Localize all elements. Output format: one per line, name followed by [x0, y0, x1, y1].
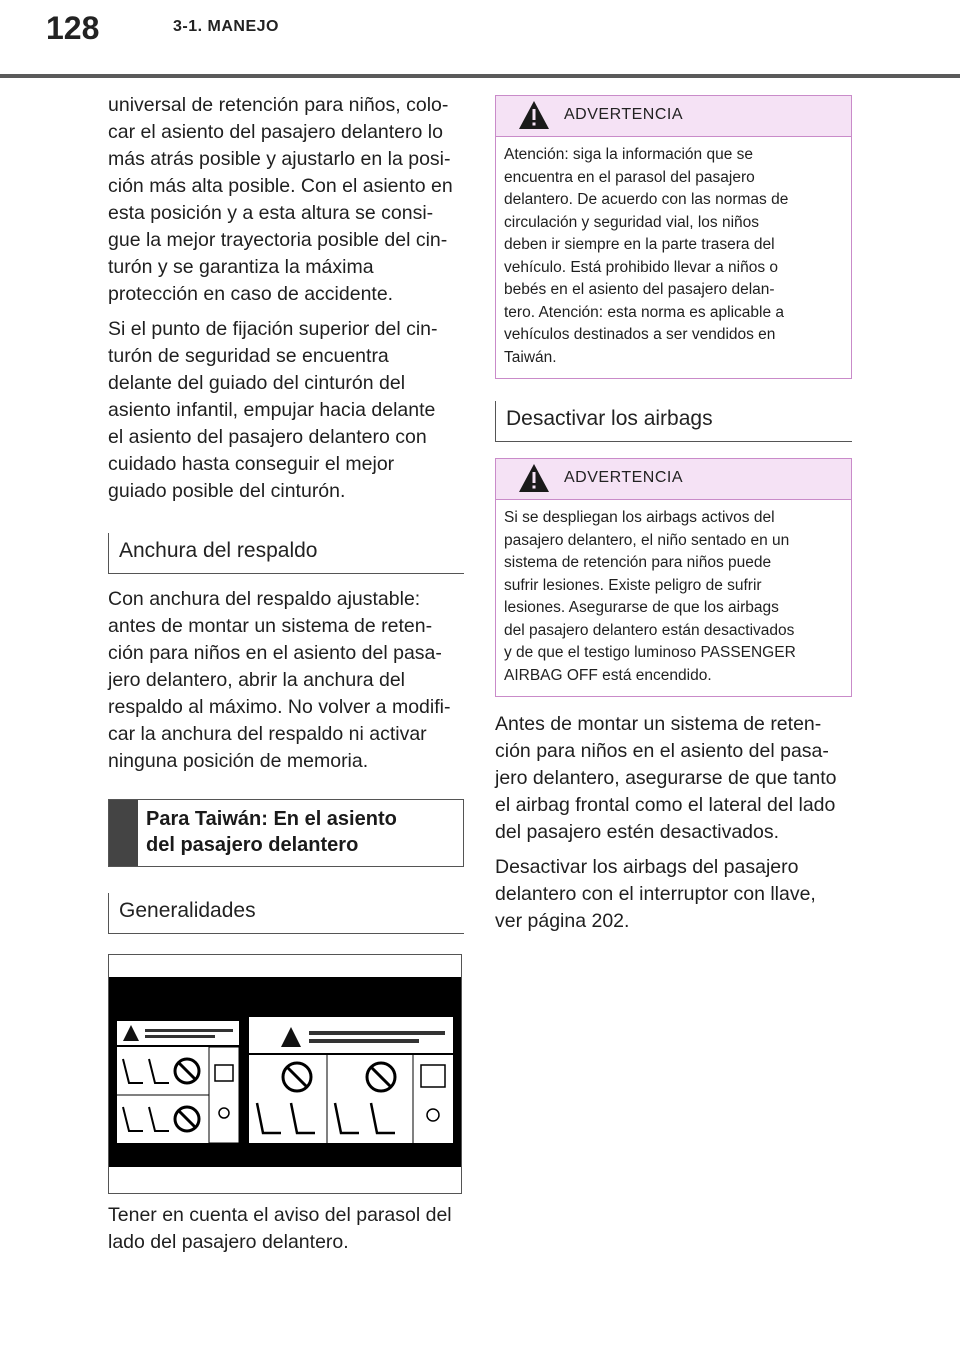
warning-title: ADVERTENCIA: [564, 106, 684, 123]
subheading-deactivate-airbags: Desactivar los airbags: [495, 401, 852, 442]
warning-triangle-icon: [518, 463, 550, 493]
warning-header: [496, 96, 851, 137]
backrest-paragraph: Con anchura del respaldo ajustable: antes de montar un sistema de reten- ción para niños en el asiento del pasa- jero delantero, abrir la anchura del respaldo al máximo. No volver a modifi- car la anchura del respaldo ni activar ninguna posición de memoria.: [108, 588, 451, 772]
subheading-backrest-width: Anchura del respaldo: [108, 533, 464, 574]
warning-body: Si se despliegan los airbags activos del pasajero delantero, el niño sentado en un sistema de retención para niños puede sufrir lesiones. Existe peligro de sufrir lesiones. Asegurarse de que los airbags del pasajero delantero están desactivados y de que el testigo luminoso PASSENGER AIRBAG OFF está encendido.: [504, 509, 796, 684]
sun-visor-label-figure: [108, 954, 462, 1194]
belt-paragraph: Si el punto de fijación superior del cin- turón de seguridad se encuentra delante del guiado del cinturón del asiento infantil, empujar hacia delante el asiento del pasajero delantero con cuidado hasta conseguir el mejor guiado posible del cinturón.: [108, 318, 438, 502]
warning-title: ADVERTENCIA: [564, 469, 684, 486]
taiwan-heading-band: [108, 799, 464, 867]
figure-caption: Tener en cuenta el aviso del parasol del lado del pasajero delantero.: [108, 1204, 452, 1253]
subheading-general: Generalidades: [108, 893, 464, 934]
intro-paragraph: universal de retención para niños, colo- car el asiento del pasajero delantero lo más atrás posible y ajustarlo en la posi- ción más alta posible. Con el asiento en esta posición y a esta altura se consi- gue la mejor trayectoria posible del cin- turón y se garantiza la máxima protección en caso de accidente.: [108, 94, 453, 305]
sun-visor-warning-label: [109, 955, 461, 1193]
warning-body: Atención: siga la información que se encuentra en el parasol del pasajero delantero. De acuerdo con las normas de circulación y seguridad vial, los niños deben ir siempre en la parte trasera del vehículo. Está prohibido llevar a niños o bebés en el asiento del pasajero delan- tero. Atención: esta norma es aplicable a vehículos destinados a ser vendidos en Taiwán.: [504, 146, 789, 366]
key-switch-paragraph: Desactivar los airbags del pasajero delantero con el interruptor con llave, ver página 202.: [495, 856, 816, 932]
band-text: Para Taiwán: En el asiento del pasajero delantero: [146, 808, 397, 856]
warning-box-taiwan: [495, 95, 852, 379]
header-rule: [0, 74, 960, 78]
warning-triangle-icon: [518, 100, 550, 130]
band-bar: [109, 800, 138, 866]
warning-box-airbags: [495, 458, 852, 697]
airbag-paragraph: Antes de montar un sistema de reten- ción para niños en el asiento del pasa- jero delantero, asegurarse de que tanto el airbag frontal como el lateral del lado del pasajero estén desactivados.: [495, 713, 837, 843]
warning-header: [496, 459, 851, 500]
page-header: [0, 0, 960, 80]
section-title: 3-1. MANEJO: [173, 18, 279, 35]
left-column: [108, 92, 464, 1264]
page-number: 128: [46, 10, 100, 46]
right-column: [495, 95, 852, 943]
